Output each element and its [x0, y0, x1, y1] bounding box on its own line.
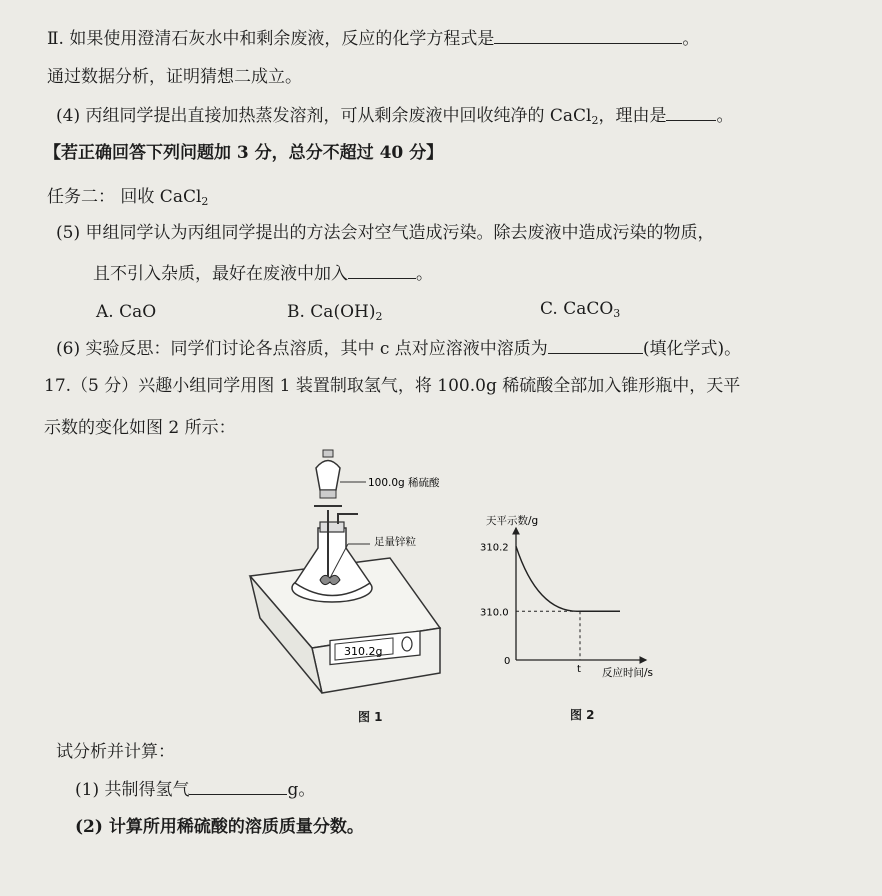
series-line	[516, 546, 620, 611]
figure-1-caption: 图 1	[358, 710, 383, 724]
q-ii-line	[47, 27, 699, 50]
x-axis-label: 反应时间/s	[602, 667, 654, 679]
q17-text1: 17.（5 分）兴趣小组同学用图 1 装置制取氢气，将 100.0g 稀硫酸全部加入锥形瓶中，天平	[44, 376, 741, 396]
calc1-answer-blank[interactable]	[189, 778, 287, 795]
zinc-label: 足量锌粒	[374, 536, 416, 548]
q5-line1	[56, 222, 714, 244]
bonus-heading	[44, 142, 443, 164]
q17-line1	[44, 375, 740, 397]
option-b-sub: 2	[375, 310, 383, 323]
q5-end: 。	[416, 264, 433, 284]
y-tick-low: 310.0	[480, 607, 509, 619]
y-tick-high: 310.2	[480, 542, 509, 554]
option-b	[287, 301, 382, 323]
figure-1-apparatus	[240, 448, 470, 698]
separatory-funnel	[316, 461, 340, 491]
q6-text: (6) 实验反思：同学们讨论各点溶质，其中 c 点对应溶液中溶质为	[56, 339, 548, 359]
calc1-text: (1) 共制得氢气	[75, 780, 190, 800]
q-ii-answer-blank[interactable]	[494, 27, 682, 44]
q5-text1: (5) 甲组同学认为丙组同学提出的方法会对空气造成污染。除去废液中造成污染的物质，	[56, 223, 715, 243]
scale-display-text: 310.2g	[344, 645, 383, 658]
origin-label: 0	[504, 656, 511, 667]
q17-text2: 示数的变化如图 2 所示：	[44, 418, 236, 438]
analysis-line	[56, 741, 175, 763]
bonus-text: 【若正确回答下列问题加 3 分，总分不超过 40 分】	[44, 143, 444, 163]
q6-line	[56, 337, 741, 360]
q4-text-after: ，理由是	[598, 106, 667, 126]
q-ii-end: 。	[682, 29, 700, 49]
q5-answer-blank[interactable]	[348, 262, 416, 279]
q5-text2: 且不引入杂质，最好在废液中加入	[93, 264, 348, 284]
x-tick-t: t	[577, 664, 581, 675]
option-a	[96, 301, 156, 323]
task2-sub: 2	[201, 195, 209, 208]
q17-line2	[44, 417, 236, 439]
option-c-text: C. CaCO	[540, 299, 614, 319]
calc2-text: (2) 计算所用稀硫酸的溶质质量分数。	[75, 817, 364, 837]
q4-line	[56, 104, 733, 127]
q5-line2	[93, 262, 433, 285]
calc2-line	[75, 816, 364, 838]
option-a-text: A. CaO	[96, 302, 157, 322]
option-b-text: B. Ca(OH)	[287, 302, 376, 322]
calc1-line	[75, 778, 315, 801]
analysis-text: 试分析并计算：	[56, 742, 175, 762]
stopper	[320, 522, 344, 532]
q6-end: (填化学式)。	[642, 339, 742, 359]
conclusion-text: 通过数据分析，证明猜想二成立。	[47, 67, 302, 87]
q-ii-text: Ⅱ. 如果使用澄清石灰水中和剩余废液，反应的化学方程式是	[47, 29, 495, 49]
figure-2-caption: 图 2	[570, 708, 595, 722]
acid-label: 100.0g 稀硫酸	[368, 477, 440, 489]
q4-answer-blank[interactable]	[666, 104, 716, 121]
option-c	[540, 298, 620, 320]
funnel-cap	[323, 450, 333, 457]
q6-answer-blank[interactable]	[548, 337, 643, 354]
figure-2-chart	[470, 510, 670, 685]
calc1-end: g。	[287, 780, 316, 800]
conclusion-line	[47, 66, 302, 88]
y-axis-label: 天平示数/g	[486, 515, 539, 527]
funnel-tap	[320, 490, 336, 498]
q4-sub: 2	[591, 114, 599, 127]
task2-text: 任务二： 回收 CaCl	[47, 187, 202, 207]
q4-text: (4) 丙组同学提出直接加热蒸发溶剂，可从剩余废液中回收纯净的 CaCl	[56, 106, 592, 126]
task2-line	[47, 186, 208, 208]
q4-end: 。	[716, 106, 734, 126]
option-c-sub: 3	[613, 307, 621, 320]
